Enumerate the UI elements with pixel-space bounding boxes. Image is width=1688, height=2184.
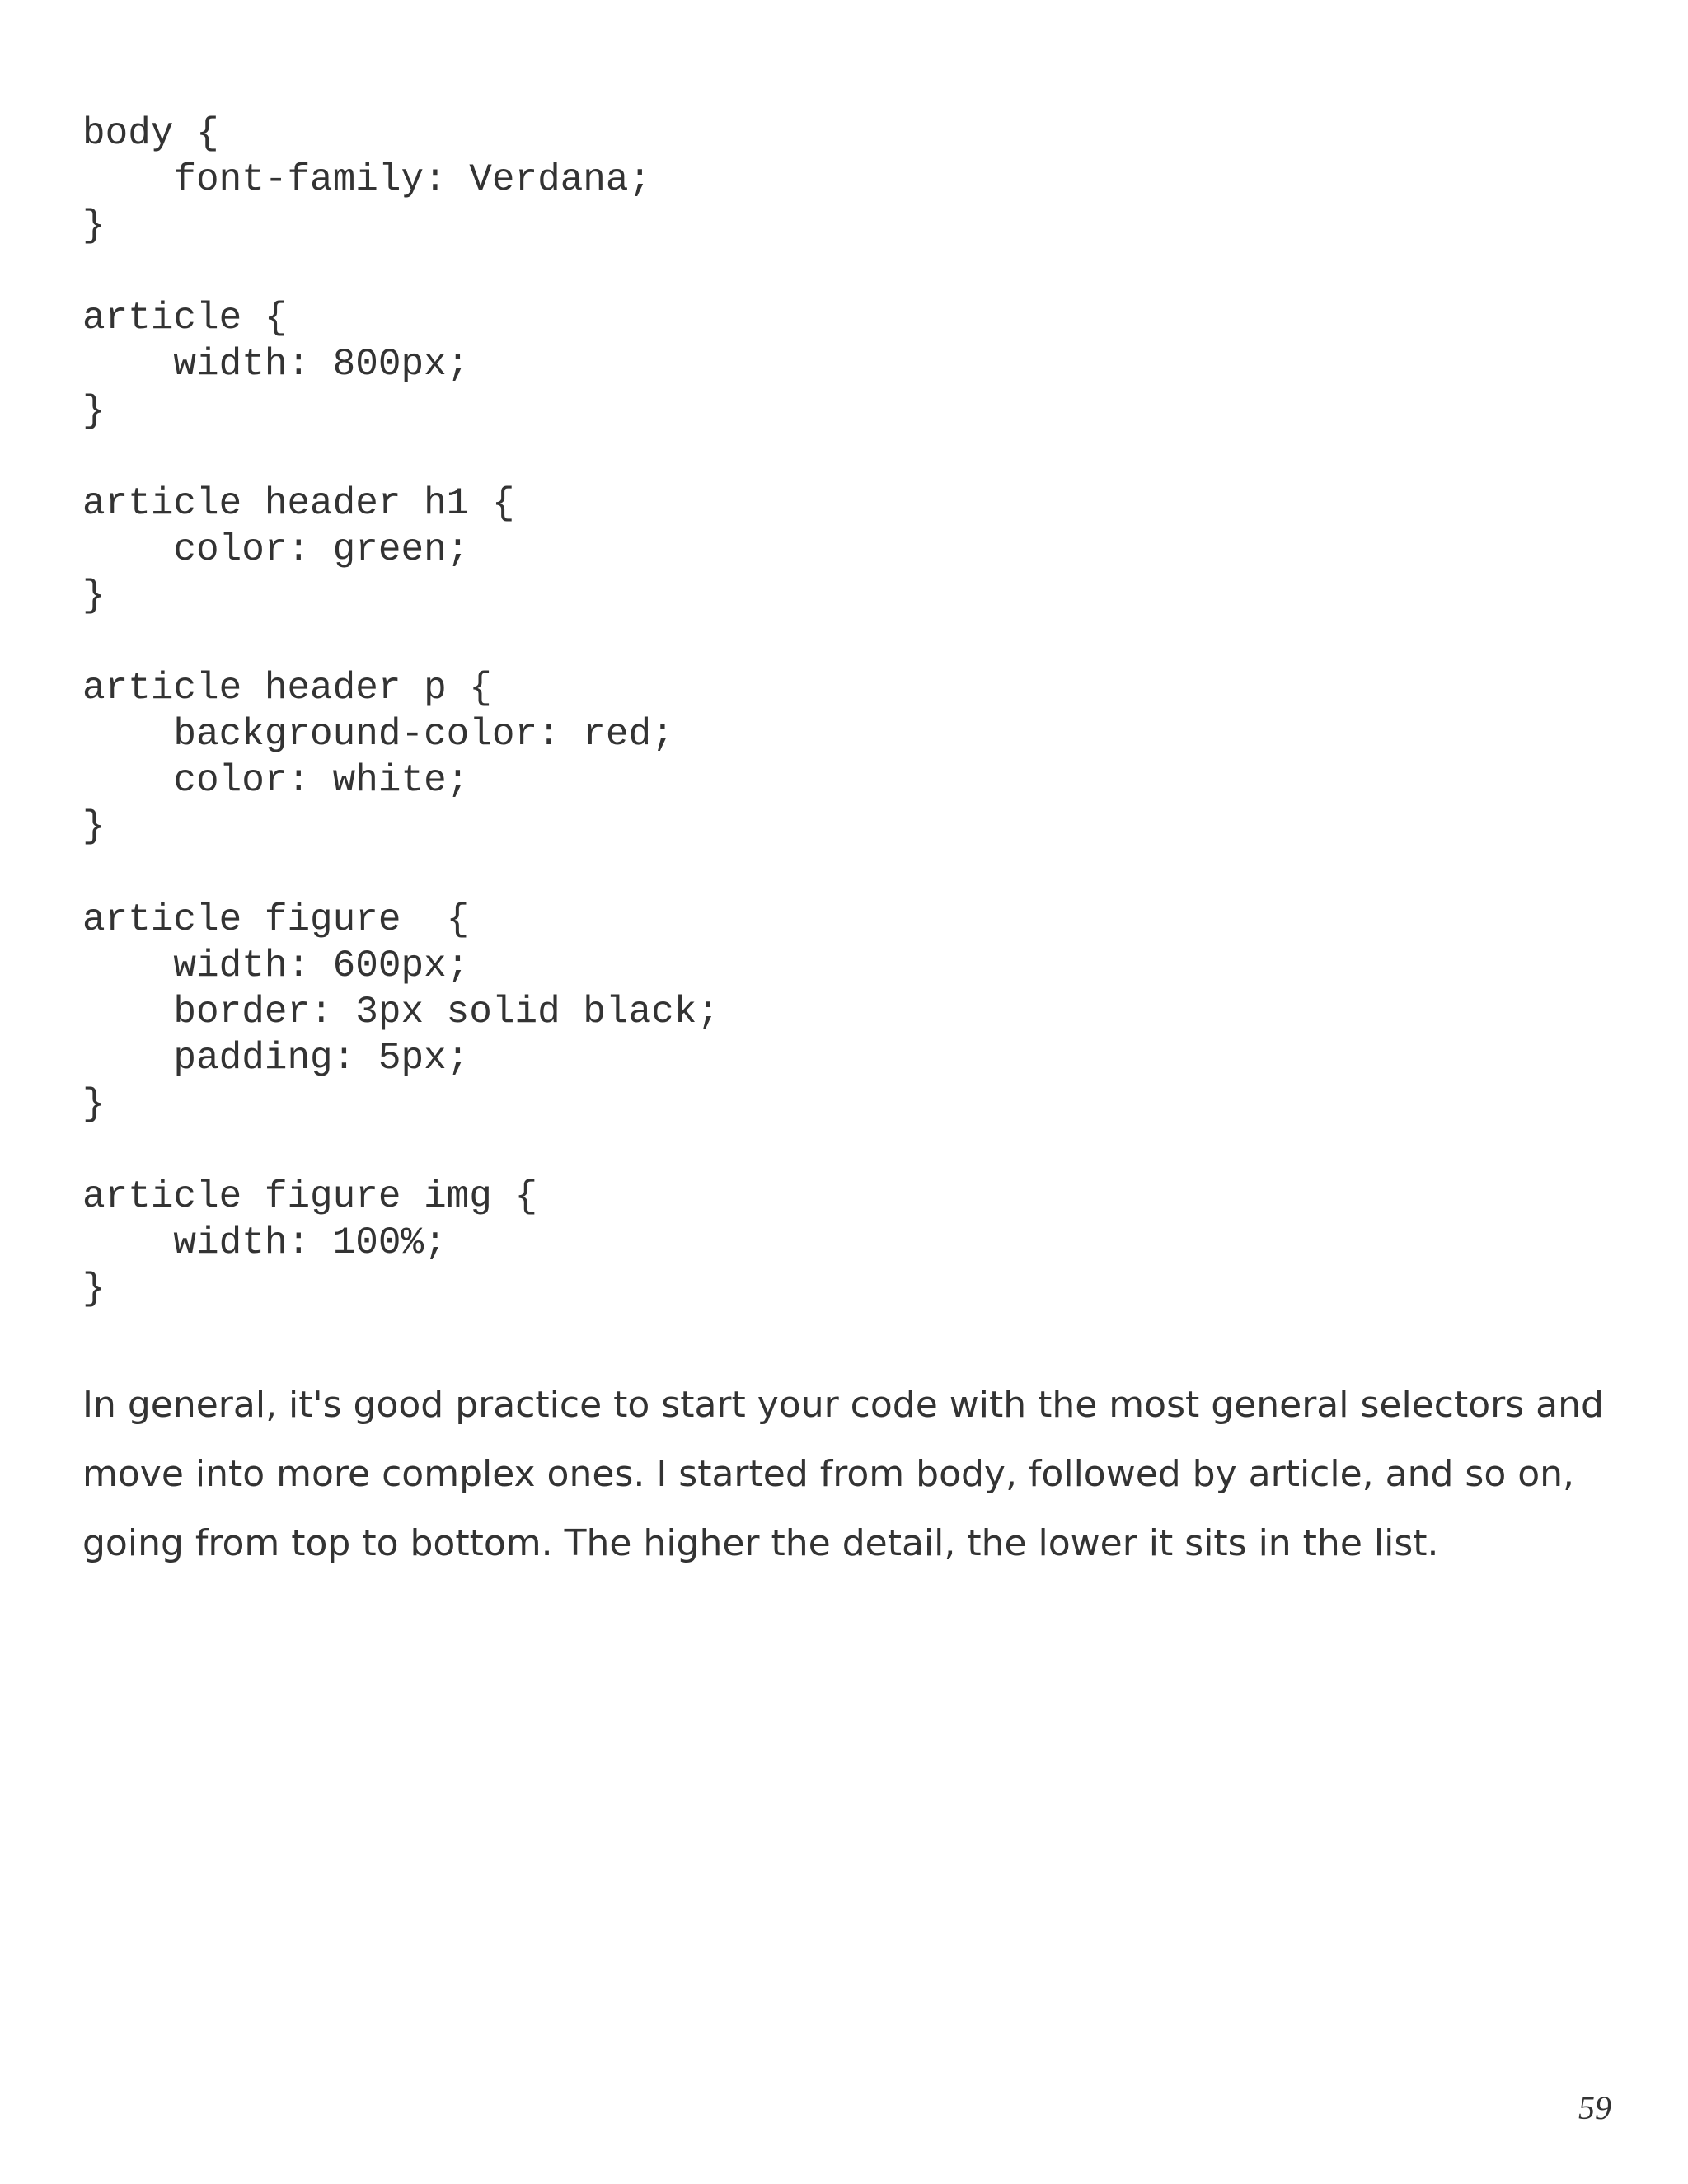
code-line: } [82,574,106,617]
css-code-block [82,110,720,1312]
code-line [82,434,720,480]
code-line: } [82,805,106,849]
code-line [82,619,720,665]
code-line: background-color: red; [82,713,674,757]
paragraph-line: going from top to bottom. The higher the detail, the lower it sits in the list. [82,1522,1439,1564]
code-line: } [82,1268,106,1311]
code-line: } [82,1082,106,1126]
code-line: } [82,389,106,433]
paragraph-line: In general, it's good practice to start your code with the most general selectors and [82,1384,1604,1426]
code-line: font-family: Verdana; [82,158,652,202]
code-line [82,249,720,295]
code-line [82,1127,720,1174]
code-line: article figure { [82,898,470,941]
code-line: border: 3px solid black; [82,990,720,1033]
paragraph-line: move into more complex ones. I started from body, followed by article, and so on, [82,1453,1575,1495]
code-line: article figure img { [82,1175,538,1219]
code-line: width: 600px; [82,944,470,987]
code-line: body { [82,112,219,155]
page-number: 59 [1578,2089,1611,2126]
code-line: width: 100%; [82,1221,447,1265]
code-line: article header h1 { [82,481,515,525]
body-paragraph [82,1371,1632,1578]
code-line: color: green; [82,527,470,571]
code-line: article { [82,297,288,340]
code-line: article header p { [82,667,492,710]
code-line: padding: 5px; [82,1036,470,1080]
code-line [82,851,720,897]
code-line: color: white; [82,759,470,803]
code-line: } [82,204,106,248]
code-line: width: 800px; [82,343,470,387]
